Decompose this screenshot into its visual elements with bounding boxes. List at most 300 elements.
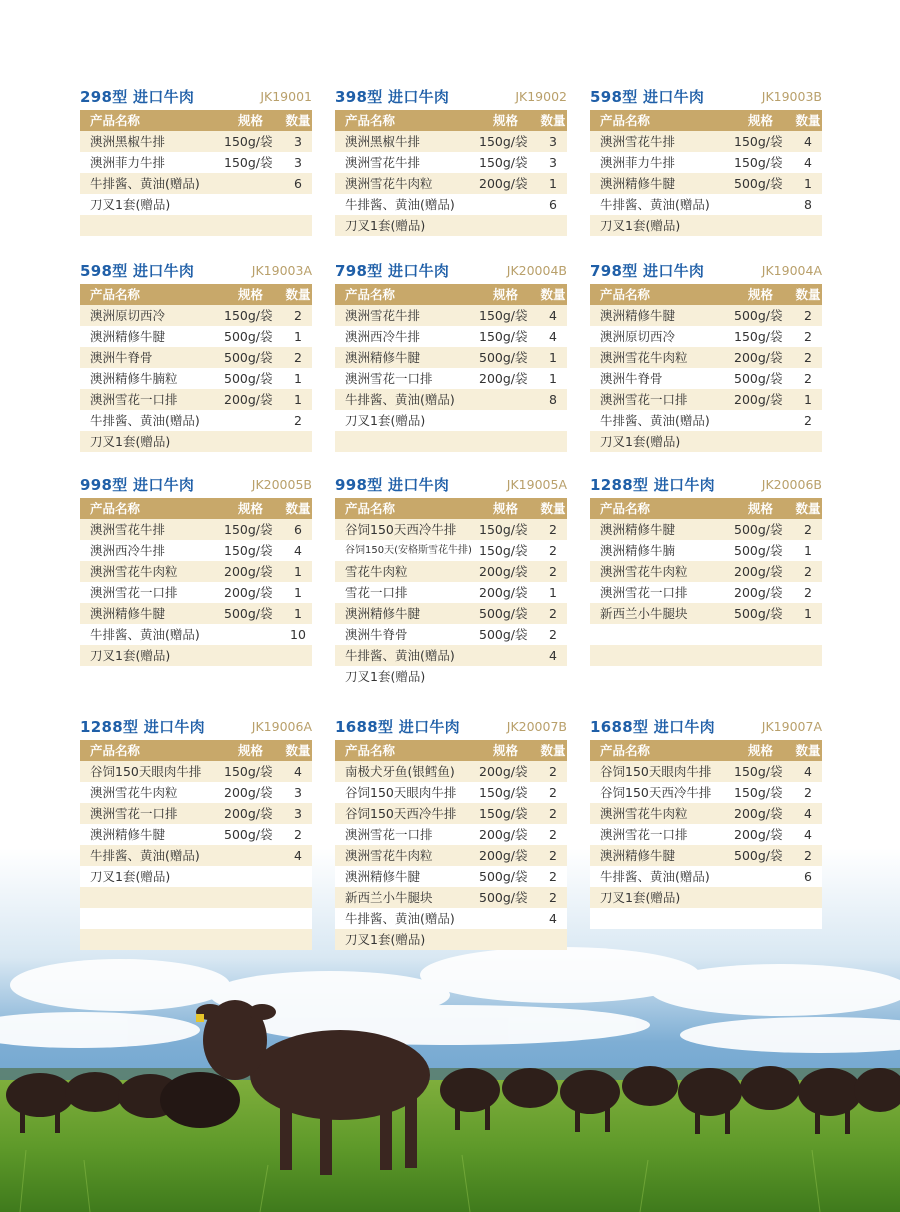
- table-row: [80, 410, 312, 431]
- package-code: JK19005A: [506, 477, 567, 492]
- cell-qty: 2: [549, 564, 557, 579]
- table-row: [335, 152, 567, 173]
- cell-spec: 200g/袋: [734, 806, 783, 821]
- table-row: [590, 908, 822, 929]
- table-row: [335, 645, 567, 666]
- cell-qty: [794, 431, 822, 452]
- cell-qty: 2: [294, 308, 302, 323]
- header-spec: 规格: [238, 287, 264, 302]
- table-header: [80, 740, 312, 761]
- cell-name: [335, 431, 479, 452]
- table-row: [590, 803, 822, 824]
- cell-name: [590, 645, 734, 666]
- cell-spec: 500g/袋: [479, 869, 528, 884]
- cell-spec: 150g/袋: [224, 522, 273, 537]
- cell-name: 刀叉1套(赠品): [345, 932, 426, 947]
- product-table: [590, 740, 822, 929]
- cell-name: 澳洲雪花牛肉粒: [90, 785, 178, 800]
- table-row: [590, 431, 822, 452]
- cell-name: 澳洲雪花牛肉粒: [90, 564, 178, 579]
- table-row: [590, 173, 822, 194]
- cell-name: 澳洲雪花牛肉粒: [345, 848, 433, 863]
- table-row: [335, 194, 567, 215]
- table-row: [335, 410, 567, 431]
- cell-qty: 2: [549, 606, 557, 621]
- product-table: [80, 498, 312, 687]
- table-header: [590, 498, 822, 519]
- table-row: [335, 561, 567, 582]
- cell-spec: [479, 645, 539, 666]
- package-code: JK19001: [260, 89, 312, 104]
- cell-spec: 200g/袋: [224, 392, 273, 407]
- cell-name: 澳洲菲力牛排: [600, 155, 676, 170]
- package-title: 298型 进口牛肉: [80, 88, 195, 106]
- cell-qty: 2: [804, 329, 812, 344]
- cell-spec: 150g/袋: [479, 329, 528, 344]
- cell-spec: 200g/袋: [479, 176, 528, 191]
- cell-name: 刀叉1套(赠品): [345, 413, 426, 428]
- package-title-row: [590, 260, 822, 282]
- header-spec: 规格: [238, 743, 264, 758]
- cell-name: 澳洲雪花一口排: [600, 827, 688, 842]
- header-product-name: 产品名称: [345, 743, 396, 758]
- cell-name: 澳洲雪花一口排: [90, 585, 178, 600]
- cell-qty: [539, 431, 567, 452]
- table-row: [335, 326, 567, 347]
- cell-qty: 2: [294, 827, 302, 842]
- table-row: [590, 561, 822, 582]
- header-spec: 规格: [493, 113, 519, 128]
- table-row: [590, 782, 822, 803]
- cell-name: 雪花一口排: [345, 585, 408, 600]
- cell-spec: 200g/袋: [734, 564, 783, 579]
- package-card: [335, 86, 567, 236]
- cell-qty: 1: [804, 176, 812, 191]
- table-row: [590, 845, 822, 866]
- cell-qty: [284, 887, 312, 908]
- cell-spec: [734, 887, 794, 908]
- header-product-name: 产品名称: [90, 287, 141, 302]
- cell-spec: 500g/袋: [734, 308, 783, 323]
- cell-qty: [284, 431, 312, 452]
- cell-name: [80, 666, 224, 687]
- cell-qty: [284, 215, 312, 236]
- cell-spec: 150g/袋: [479, 806, 528, 821]
- table-row: [80, 761, 312, 782]
- table-row: [590, 410, 822, 431]
- cell-name: 澳洲菲力牛排: [90, 155, 166, 170]
- cell-name: 澳洲雪花牛排: [90, 522, 166, 537]
- cell-name: 牛排酱、黄油(赠品): [600, 197, 710, 212]
- cell-qty: 1: [549, 585, 557, 600]
- cell-name: 澳洲精修牛腱: [90, 606, 166, 621]
- cell-spec: 150g/袋: [224, 764, 273, 779]
- cell-name: 澳洲精修牛腱: [90, 827, 166, 842]
- header-product-name: 产品名称: [90, 501, 141, 516]
- cell-qty: 2: [804, 585, 812, 600]
- table-row: [80, 666, 312, 687]
- header-quantity: 数量: [795, 287, 821, 302]
- package-card: [590, 86, 822, 236]
- product-table: [80, 110, 312, 236]
- cell-name: [80, 929, 224, 950]
- table-row: [335, 131, 567, 152]
- cell-spec: [224, 929, 284, 950]
- table-row: [590, 645, 822, 666]
- cell-spec: 150g/袋: [224, 308, 273, 323]
- cell-qty: 6: [804, 869, 812, 884]
- table-row: [335, 305, 567, 326]
- package-title: 598型 进口牛肉: [80, 262, 195, 280]
- cell-qty: [794, 215, 822, 236]
- table-row: [590, 761, 822, 782]
- cell-spec: 200g/袋: [479, 371, 528, 386]
- cell-spec: [224, 887, 284, 908]
- package-code: JK19007A: [761, 719, 822, 734]
- table-row: [335, 582, 567, 603]
- table-row: [80, 782, 312, 803]
- cell-qty: [284, 908, 312, 929]
- cell-qty: 1: [294, 606, 302, 621]
- cell-qty: 1: [549, 176, 557, 191]
- cell-qty: 1: [804, 392, 812, 407]
- header-quantity: 数量: [540, 287, 566, 302]
- table-row: [80, 845, 312, 866]
- cell-qty: 2: [804, 848, 812, 863]
- cell-name: 澳洲精修牛腱: [600, 848, 676, 863]
- cell-spec: [479, 194, 539, 215]
- cell-qty: 4: [804, 827, 812, 842]
- cell-spec: [224, 194, 284, 215]
- package-title-row: [80, 260, 312, 282]
- table-row: [335, 540, 567, 561]
- cell-qty: 2: [294, 413, 302, 428]
- cell-spec: 150g/袋: [479, 134, 528, 149]
- package-card: [80, 260, 312, 452]
- header-spec: 规格: [748, 113, 774, 128]
- package-title-row: [80, 474, 312, 496]
- cell-name: 刀叉1套(赠品): [90, 869, 171, 884]
- header-product-name: 产品名称: [600, 501, 651, 516]
- cell-name: 牛排酱、黄油(赠品): [90, 627, 200, 642]
- table-row: [335, 347, 567, 368]
- cell-qty: [284, 194, 312, 215]
- product-table: [335, 284, 567, 452]
- product-table: [80, 284, 312, 452]
- cell-qty: 2: [804, 785, 812, 800]
- header-spec: 规格: [493, 743, 519, 758]
- cell-qty: 6: [549, 197, 557, 212]
- table-row: [80, 540, 312, 561]
- table-row: [590, 582, 822, 603]
- cell-qty: [284, 866, 312, 887]
- table-row: [80, 326, 312, 347]
- package-title-row: [80, 716, 312, 738]
- cell-name: 谷饲150天西冷牛排: [345, 806, 457, 821]
- cell-qty: [284, 645, 312, 666]
- table-row: [590, 824, 822, 845]
- package-card: [590, 474, 822, 687]
- cell-name: 澳洲精修牛腱: [345, 869, 421, 884]
- cell-name: 澳洲精修牛腱: [90, 329, 166, 344]
- cell-name: 谷饲150天(安格斯雪花牛排): [345, 545, 472, 556]
- table-row: [590, 215, 822, 236]
- cell-name: 澳洲原切西冷: [90, 308, 166, 323]
- cell-name: 刀叉1套(赠品): [90, 648, 171, 663]
- cell-spec: [224, 866, 284, 887]
- cell-name: [590, 624, 734, 645]
- cell-qty: 4: [804, 806, 812, 821]
- cell-spec: [479, 215, 539, 236]
- cell-spec: 200g/袋: [734, 827, 783, 842]
- product-table: [590, 498, 822, 687]
- cell-name: 澳洲牛脊骨: [345, 627, 408, 642]
- cell-spec: [479, 431, 539, 452]
- table-row: [590, 519, 822, 540]
- package-code: JK19003A: [251, 263, 312, 278]
- cell-name: 澳洲精修牛腱: [345, 350, 421, 365]
- cell-qty: 3: [294, 155, 302, 170]
- cell-spec: [224, 173, 284, 194]
- cell-qty: [539, 215, 567, 236]
- cell-name: 谷饲150天眼肉牛排: [345, 785, 457, 800]
- table-row: [80, 803, 312, 824]
- product-table: [590, 284, 822, 452]
- table-header: [590, 740, 822, 761]
- cell-qty: 4: [804, 155, 812, 170]
- product-table: [335, 740, 567, 950]
- cell-name: 新西兰小牛腿块: [345, 890, 433, 905]
- cell-spec: 200g/袋: [479, 848, 528, 863]
- table-row: [80, 131, 312, 152]
- package-code: JK20005B: [251, 477, 312, 492]
- cell-spec: 200g/袋: [734, 585, 783, 600]
- cell-qty: 2: [804, 308, 812, 323]
- cell-name: 澳洲雪花牛肉粒: [600, 350, 688, 365]
- table-row: [335, 803, 567, 824]
- cell-name: 澳洲雪花一口排: [345, 827, 433, 842]
- header-spec: 规格: [748, 501, 774, 516]
- package-code: JK20006B: [761, 477, 822, 492]
- header-quantity: 数量: [540, 743, 566, 758]
- cell-spec: [734, 866, 794, 887]
- package-card: [335, 474, 567, 687]
- table-row: [335, 624, 567, 645]
- table-row: [590, 131, 822, 152]
- table-row: [335, 887, 567, 908]
- cell-spec: 200g/袋: [479, 564, 528, 579]
- cell-qty: 3: [294, 134, 302, 149]
- cell-name: 澳洲牛脊骨: [90, 350, 153, 365]
- table-row: [335, 389, 567, 410]
- cell-spec: 150g/袋: [224, 134, 273, 149]
- cell-qty: 2: [549, 785, 557, 800]
- cell-spec: 200g/袋: [224, 585, 273, 600]
- table-row: [80, 582, 312, 603]
- cell-qty: 1: [804, 606, 812, 621]
- cell-name: 澳洲精修牛腱: [600, 522, 676, 537]
- package-title: 1288型 进口牛肉: [80, 718, 205, 736]
- cell-name: 澳洲西冷牛排: [345, 329, 421, 344]
- cell-name: 牛排酱、黄油(赠品): [90, 413, 200, 428]
- package-title-row: [335, 474, 567, 496]
- table-row: [335, 666, 567, 687]
- table-row: [590, 326, 822, 347]
- product-table: [335, 498, 567, 687]
- table-row: [590, 152, 822, 173]
- table-row: [80, 152, 312, 173]
- cell-qty: 2: [549, 806, 557, 821]
- cell-qty: 3: [294, 785, 302, 800]
- cell-name: [80, 908, 224, 929]
- cell-name: 牛排酱、黄油(赠品): [345, 648, 455, 663]
- package-title-row: [335, 716, 567, 738]
- cell-spec: [224, 624, 284, 645]
- cell-name: 澳洲雪花牛肉粒: [345, 176, 433, 191]
- cell-qty: 4: [804, 764, 812, 779]
- cell-spec: 200g/袋: [479, 827, 528, 842]
- cell-name: 牛排酱、黄油(赠品): [90, 848, 200, 863]
- package-card: [590, 716, 822, 929]
- header-quantity: 数量: [540, 113, 566, 128]
- cell-spec: 200g/袋: [224, 806, 273, 821]
- package-title: 798型 进口牛肉: [590, 262, 705, 280]
- cell-name: 澳洲精修牛腱: [600, 176, 676, 191]
- package-title: 998型 进口牛肉: [335, 476, 450, 494]
- package-card: [80, 86, 312, 236]
- cell-name: 刀叉1套(赠品): [600, 434, 681, 449]
- cell-name: 谷饲150天西冷牛排: [600, 785, 712, 800]
- cell-qty: 2: [549, 627, 557, 642]
- cell-qty: 2: [549, 764, 557, 779]
- table-row: [80, 305, 312, 326]
- cell-spec: 150g/袋: [734, 134, 783, 149]
- cell-qty: 2: [549, 827, 557, 842]
- cell-spec: [734, 645, 794, 666]
- package-card: [80, 474, 312, 687]
- cell-spec: 150g/袋: [479, 522, 528, 537]
- table-row: [80, 194, 312, 215]
- table-header: [590, 110, 822, 131]
- cell-qty: 2: [804, 350, 812, 365]
- cell-name: 澳洲雪花牛排: [345, 308, 421, 323]
- header-spec: 规格: [493, 501, 519, 516]
- header-spec: 规格: [748, 287, 774, 302]
- cell-name: 刀叉1套(赠品): [90, 434, 171, 449]
- cell-spec: [479, 666, 539, 687]
- table-row: [80, 824, 312, 845]
- cell-qty: [539, 666, 567, 687]
- table-row: [335, 603, 567, 624]
- cell-spec: 500g/袋: [479, 627, 528, 642]
- cell-spec: 200g/袋: [479, 585, 528, 600]
- cell-qty: [794, 624, 822, 645]
- cell-name: 澳洲雪花牛肉粒: [600, 806, 688, 821]
- table-row: [335, 782, 567, 803]
- cell-qty: 4: [294, 848, 302, 863]
- cell-spec: 500g/袋: [734, 176, 783, 191]
- cell-qty: 1: [549, 350, 557, 365]
- package-title-row: [590, 716, 822, 738]
- cell-qty: 10: [290, 627, 306, 642]
- cell-qty: [794, 908, 822, 929]
- package-code: JK19002: [515, 89, 567, 104]
- cell-name: 澳洲雪花一口排: [600, 585, 688, 600]
- cell-spec: 500g/袋: [734, 848, 783, 863]
- cell-name: 澳洲精修牛腩粒: [90, 371, 178, 386]
- table-row: [335, 173, 567, 194]
- table-row: [335, 761, 567, 782]
- table-row: [590, 624, 822, 645]
- cell-name: [590, 666, 734, 687]
- cell-qty: 6: [294, 176, 302, 191]
- header-product-name: 产品名称: [345, 113, 396, 128]
- cell-spec: [479, 389, 539, 410]
- cell-qty: 2: [549, 543, 557, 558]
- cell-name: 刀叉1套(赠品): [90, 197, 171, 212]
- package-card: [590, 260, 822, 452]
- cell-qty: [284, 929, 312, 950]
- cell-spec: 500g/袋: [734, 606, 783, 621]
- table-row: [590, 887, 822, 908]
- cell-spec: 200g/袋: [734, 350, 783, 365]
- cell-qty: [794, 887, 822, 908]
- cell-qty: 2: [549, 890, 557, 905]
- cell-qty: 4: [549, 308, 557, 323]
- cell-name: 澳洲原切西冷: [600, 329, 676, 344]
- cell-spec: 200g/袋: [479, 764, 528, 779]
- cell-name: [80, 215, 224, 236]
- cell-qty: 4: [549, 911, 557, 926]
- cell-spec: [734, 215, 794, 236]
- cell-spec: 200g/袋: [224, 564, 273, 579]
- table-row: [80, 603, 312, 624]
- header-quantity: 数量: [285, 113, 311, 128]
- cell-qty: 4: [804, 134, 812, 149]
- cell-name: 澳洲精修牛腱: [345, 606, 421, 621]
- table-row: [590, 666, 822, 687]
- cell-spec: 150g/袋: [479, 785, 528, 800]
- header-product-name: 产品名称: [600, 287, 651, 302]
- cell-qty: 1: [804, 543, 812, 558]
- cell-name: 澳洲精修牛腱: [600, 308, 676, 323]
- product-table: [80, 740, 312, 950]
- cell-qty: 4: [294, 764, 302, 779]
- table-row: [80, 347, 312, 368]
- package-title-row: [335, 86, 567, 108]
- cell-qty: 1: [549, 371, 557, 386]
- cell-qty: 2: [804, 371, 812, 386]
- table-header: [335, 110, 567, 131]
- cell-name: 谷饲150天眼肉牛排: [90, 764, 202, 779]
- table-row: [80, 645, 312, 666]
- cell-qty: 2: [804, 413, 812, 428]
- table-row: [335, 368, 567, 389]
- cell-name: 谷饲150天眼肉牛排: [600, 764, 712, 779]
- cell-spec: [734, 908, 794, 929]
- table-row: [335, 845, 567, 866]
- cell-spec: 150g/袋: [479, 155, 528, 170]
- cell-spec: [224, 215, 284, 236]
- cell-name: 刀叉1套(赠品): [600, 890, 681, 905]
- cell-name: 澳洲雪花牛排: [345, 155, 421, 170]
- table-header: [80, 110, 312, 131]
- cell-spec: 500g/袋: [734, 522, 783, 537]
- header-spec: 规格: [238, 113, 264, 128]
- package-card: [335, 716, 567, 950]
- table-row: [80, 389, 312, 410]
- cell-name: 澳洲雪花一口排: [600, 392, 688, 407]
